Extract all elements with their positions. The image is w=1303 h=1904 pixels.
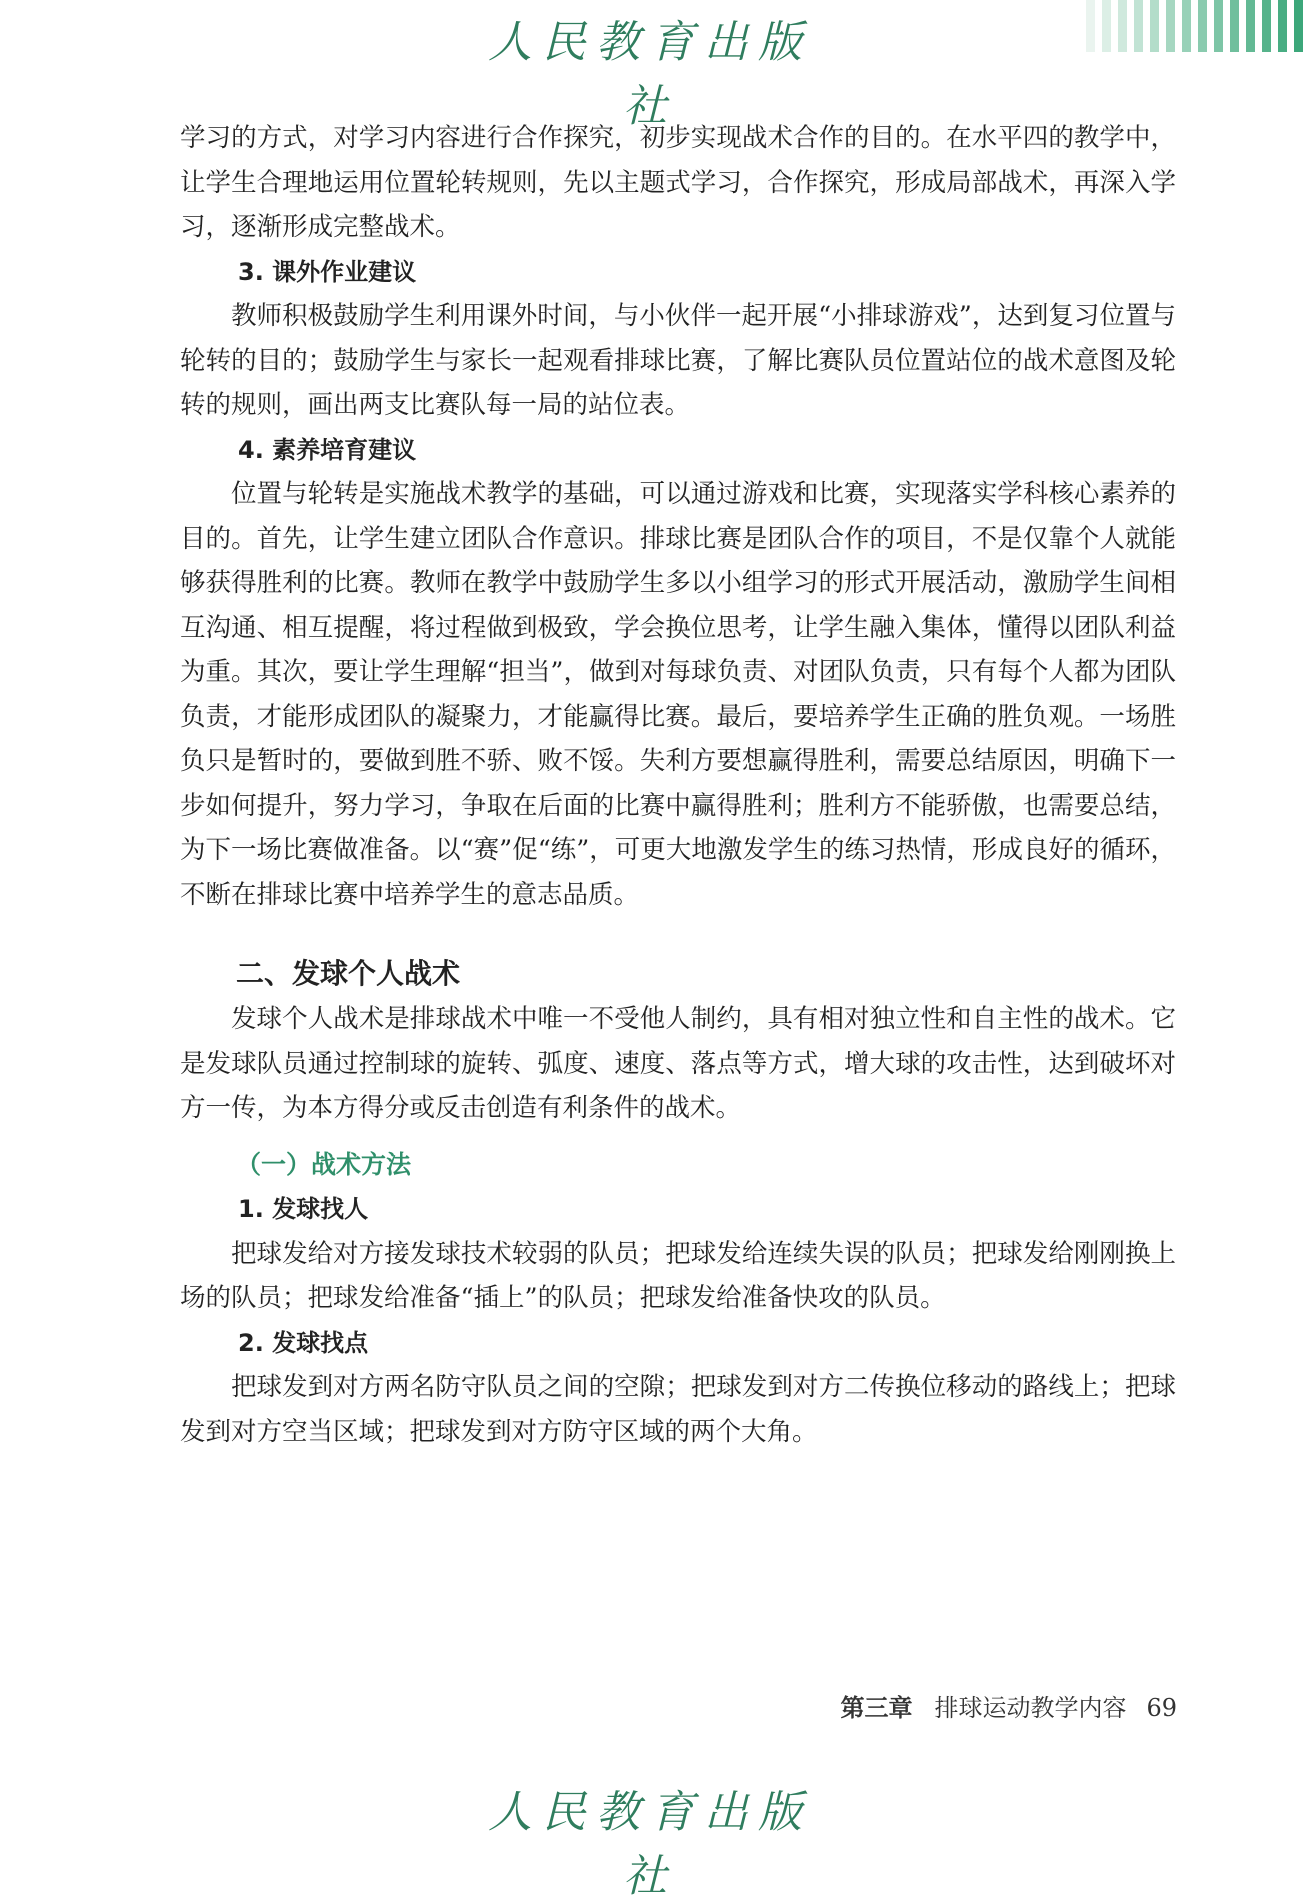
- page-footer: [840, 1688, 1177, 1723]
- paragraph: 把球发给对方接发球技术较弱的队员；把球发给连续失误的队员；把球发给刚刚换上场的队员；把球发给准备“插上”的队员；把球发给准备快攻的队员。: [180, 1238, 1176, 1313]
- subsection-title: （一）战术方法: [236, 1149, 412, 1179]
- header-publisher-logo: [0, 0, 1303, 132]
- stripe: [1214, 0, 1223, 52]
- stripe: [1278, 0, 1287, 52]
- paragraph: 学习的方式，对学习内容进行合作探究，初步实现战术合作的目的。在水平四的教学中，让学生合理地运用位置轮转规则，先以主题式学习，合作探究，形成局部战术，再深入学习，逐渐形成完整战术。: [180, 123, 1176, 242]
- stripe: [1150, 0, 1159, 52]
- footer-chapter: 第三章: [840, 1693, 913, 1722]
- stripe: [1102, 0, 1111, 52]
- stripe: [1134, 0, 1143, 52]
- subsection-heading: 2. 发球找点: [238, 1328, 369, 1357]
- stripe: [1246, 0, 1255, 52]
- publisher-logo-text: 人民教育出版社: [488, 1787, 812, 1902]
- stripe: [1198, 0, 1207, 52]
- decorative-stripes: [1022, 0, 1303, 52]
- footer-title: 排球运动教学内容: [934, 1694, 1127, 1722]
- section-heading: 二、发球个人战术: [236, 957, 461, 990]
- page-body: [180, 116, 1176, 1454]
- stripe: [1118, 0, 1127, 52]
- subsection-heading: 4. 素养培育建议: [238, 435, 417, 464]
- subsection-heading: 1. 发球找人: [238, 1195, 369, 1223]
- stripe: [1230, 0, 1239, 52]
- stripe: [1166, 0, 1175, 52]
- stripe: [1086, 0, 1095, 52]
- paragraph: 把球发到对方两名防守队员之间的空隙；把球发到对方二传换位移动的路线上；把球发到对方空当区域；把球发到对方防守区域的两个大角。: [180, 1372, 1176, 1447]
- paragraph: 位置与轮转是实施战术教学的基础，可以通过游戏和比赛，实现落实学科核心素养的目的。首先，让学生建立团队合作意识。排球比赛是团队合作的项目，不是仅靠个人就能够获得胜利的比赛。教师在教学中鼓励学生多以小组学习的形式开展活动，激励学生间相互沟通、相互提醒，将过程做到极致，学会换位思考，让学生融入集体，懂得以团队利益为重。其次，要让学生理解“担当”，做到对每球负责、对团队负责，只有每个人都为团队负责，才能形成团队的凝聚力，才能赢得比赛。最后，要培养学生正确的胜负观。一场胜负只是暂时的，要做到胜不骄、败不馁。失利方要想赢得胜利，需要总结原因，明确下一步如何提升，努力学习，争取在后面的比赛中赢得胜利；胜利方不能骄傲，也需要总结，为下一场比赛做准备。以“赛”促“练”，可更大地激发学生的练习热情，形成良好的循环，不断在排球比赛中培养学生的意志品质。: [180, 479, 1176, 910]
- paragraph: 教师积极鼓励学生利用课外时间，与小伙伴一起开展“小排球游戏”，达到复习位置与轮转的目的；鼓励学生与家长一起观看排球比赛，了解比赛队员位置站位的战术意图及轮转的规则，画出两支比赛队每一局的站位表。: [180, 301, 1176, 420]
- page-number: 69: [1146, 1694, 1177, 1722]
- paragraph: 发球个人战术是排球战术中唯一不受他人制约，具有相对独立性和自主性的战术。它是发球队员通过控制球的旋转、弧度、速度、落点等方式，增大球的攻击性，达到破坏对方一传，为本方得分或反击创造有利条件的战术。: [180, 1004, 1176, 1123]
- stripe: [1262, 0, 1271, 52]
- subsection-heading: 3. 课外作业建议: [238, 257, 417, 286]
- publisher-logo-text: 人民教育出版社: [488, 17, 812, 132]
- stripe: [1182, 0, 1191, 52]
- stripe: [1294, 0, 1303, 52]
- footer-publisher-logo: [0, 1768, 1303, 1902]
